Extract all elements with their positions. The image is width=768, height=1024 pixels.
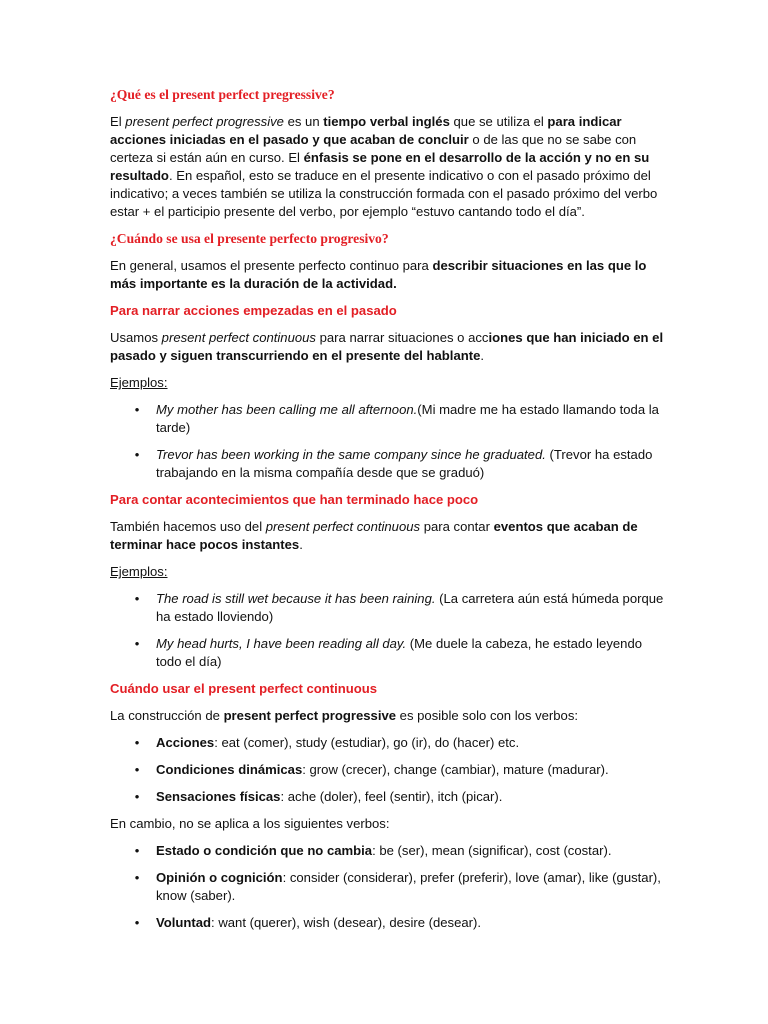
text-run: present perfect progressive: [223, 708, 397, 723]
examples-list-1: [110, 401, 664, 482]
text-run: para indicar acciones iniciadas en el pasado y que acaban de concluir: [110, 114, 622, 147]
text-run: Acciones: [156, 735, 215, 750]
heading-que-es: ¿Qué es el present perfect pregressive?: [110, 87, 335, 102]
text-run: : eat (comer), study (estudiar), go (ir), do (hacer) etc.: [214, 735, 520, 750]
text-run: My mother has been calling me all afternoon.: [156, 402, 418, 417]
text-run: : ache (doler), feel (sentir), itch (picar).: [280, 789, 503, 804]
text-run: es posible solo con los verbos:: [396, 708, 579, 723]
examples-label-2: Ejemplos:: [110, 564, 168, 579]
paragraph-definition: [110, 113, 664, 221]
bullet-icon: •: [134, 591, 140, 606]
list-item: [110, 788, 664, 806]
text-run: Voluntad: [156, 915, 212, 930]
bullet-icon: •: [134, 915, 140, 930]
heading-cuando-usar: Cuándo usar el present perfect continuous: [110, 681, 378, 696]
text-run: es un: [283, 114, 324, 129]
verbs-excluded-list: [110, 842, 664, 932]
text-run: present perfect continuous: [161, 330, 316, 345]
list-item: [110, 590, 664, 626]
heading-contar-acontecimientos: Para contar acontecimientos que han terminado hace poco: [110, 492, 479, 507]
text-run: . En español, esto se traduce en el presente indicativo o con el pasado próximo del indicativo; a veces también se utiliza la construcción formada con el pasado próximo del verbo estar + el participio presente del verbo, por ejemplo “estuvo cantando todo el día”.: [110, 168, 658, 219]
paragraph-construccion: [110, 707, 664, 725]
text-run: En general, usamos el presente perfecto continuo para: [110, 258, 433, 273]
text-run: .: [299, 537, 303, 552]
text-run: Opinión o cognición: [156, 870, 283, 885]
bullet-icon: •: [134, 447, 140, 462]
bullet-icon: •: [134, 843, 140, 858]
list-item: [110, 914, 664, 932]
bullet-icon: •: [134, 762, 140, 777]
text-run: El: [110, 114, 126, 129]
text-run: Estado o condición que no cambia: [156, 843, 373, 858]
paragraph-general-use: [110, 257, 664, 293]
list-item: [110, 869, 664, 905]
text-run: : be (ser), mean (significar), cost (costar).: [372, 843, 612, 858]
text-run: Usamos: [110, 330, 162, 345]
text-run: present perfect progressive: [125, 114, 284, 129]
bullet-icon: •: [134, 789, 140, 804]
bullet-icon: •: [134, 636, 140, 651]
verbs-allowed-list: [110, 734, 664, 806]
text-run: (Me duele la cabeza, he estado leyendo todo el día): [156, 636, 643, 669]
heading-narrar-acciones: Para narrar acciones empezadas en el pasado: [110, 303, 397, 318]
heading-cuando-se-usa: ¿Cuándo se usa el presente perfecto progresivo?: [110, 231, 389, 246]
bullet-icon: •: [134, 402, 140, 417]
text-run: My head hurts, I have been reading all day.: [156, 636, 407, 651]
paragraph-narrar: [110, 329, 664, 365]
text-run: eventos que acaban de terminar hace pocos instantes: [110, 519, 638, 552]
list-item: [110, 734, 664, 752]
text-run: : consider (considerar), prefer (preferir), love (amar), like (gustar), know (saber).: [156, 870, 661, 903]
text-run: (Mi madre me ha estado llamando toda la tarde): [156, 402, 659, 435]
paragraph-en-cambio: En cambio, no se aplica a los siguientes verbos:: [110, 816, 390, 831]
text-run: Trevor has been working in the same company since he graduated.: [156, 447, 546, 462]
text-run: Condiciones dinámicas: [156, 762, 303, 777]
list-item: [110, 761, 664, 779]
text-run: The road is still wet because it has been raining.: [156, 591, 436, 606]
text-run: present perfect continuous: [265, 519, 421, 534]
text-run: (Trevor ha estado trabajando en la misma compañía desde que se graduó): [156, 447, 653, 480]
text-run: Sensaciones físicas: [156, 789, 281, 804]
text-run: que se utiliza el: [449, 114, 548, 129]
text-run: .: [480, 348, 485, 363]
paragraph-contar: [110, 518, 664, 554]
list-item: [110, 842, 664, 860]
bullet-icon: •: [134, 870, 140, 885]
text-run: También hacemos uso del: [110, 519, 266, 534]
text-run: para narrar situaciones o acc: [315, 330, 489, 345]
list-item: [110, 446, 664, 482]
examples-label-1: Ejemplos:: [110, 375, 168, 390]
text-run: énfasis se pone en el desarrollo de la acción y no en su resultado: [110, 150, 650, 183]
text-run: (La carretera aún está húmeda porque ha estado lloviendo): [156, 591, 664, 624]
text-run: : grow (crecer), change (cambiar), mature (madurar).: [302, 762, 609, 777]
text-run: iones que han iniciado en el pasado y siguen transcurriendo en el presente del hablante: [110, 330, 664, 363]
list-item: [110, 401, 664, 437]
bullet-icon: •: [134, 735, 140, 750]
text-run: tiempo verbal inglés: [323, 114, 450, 129]
list-item: [110, 635, 664, 671]
text-run: : want (querer), wish (desear), desire (desear).: [211, 915, 482, 930]
text-run: para contar: [420, 519, 494, 534]
text-run: o de las que no se sabe con certeza si están aún en curso. El: [110, 132, 637, 165]
examples-list-2: [110, 590, 664, 671]
text-run: describir situaciones en las que lo más importante es la duración de la actividad.: [110, 258, 647, 291]
text-run: La construcción de: [110, 708, 224, 723]
